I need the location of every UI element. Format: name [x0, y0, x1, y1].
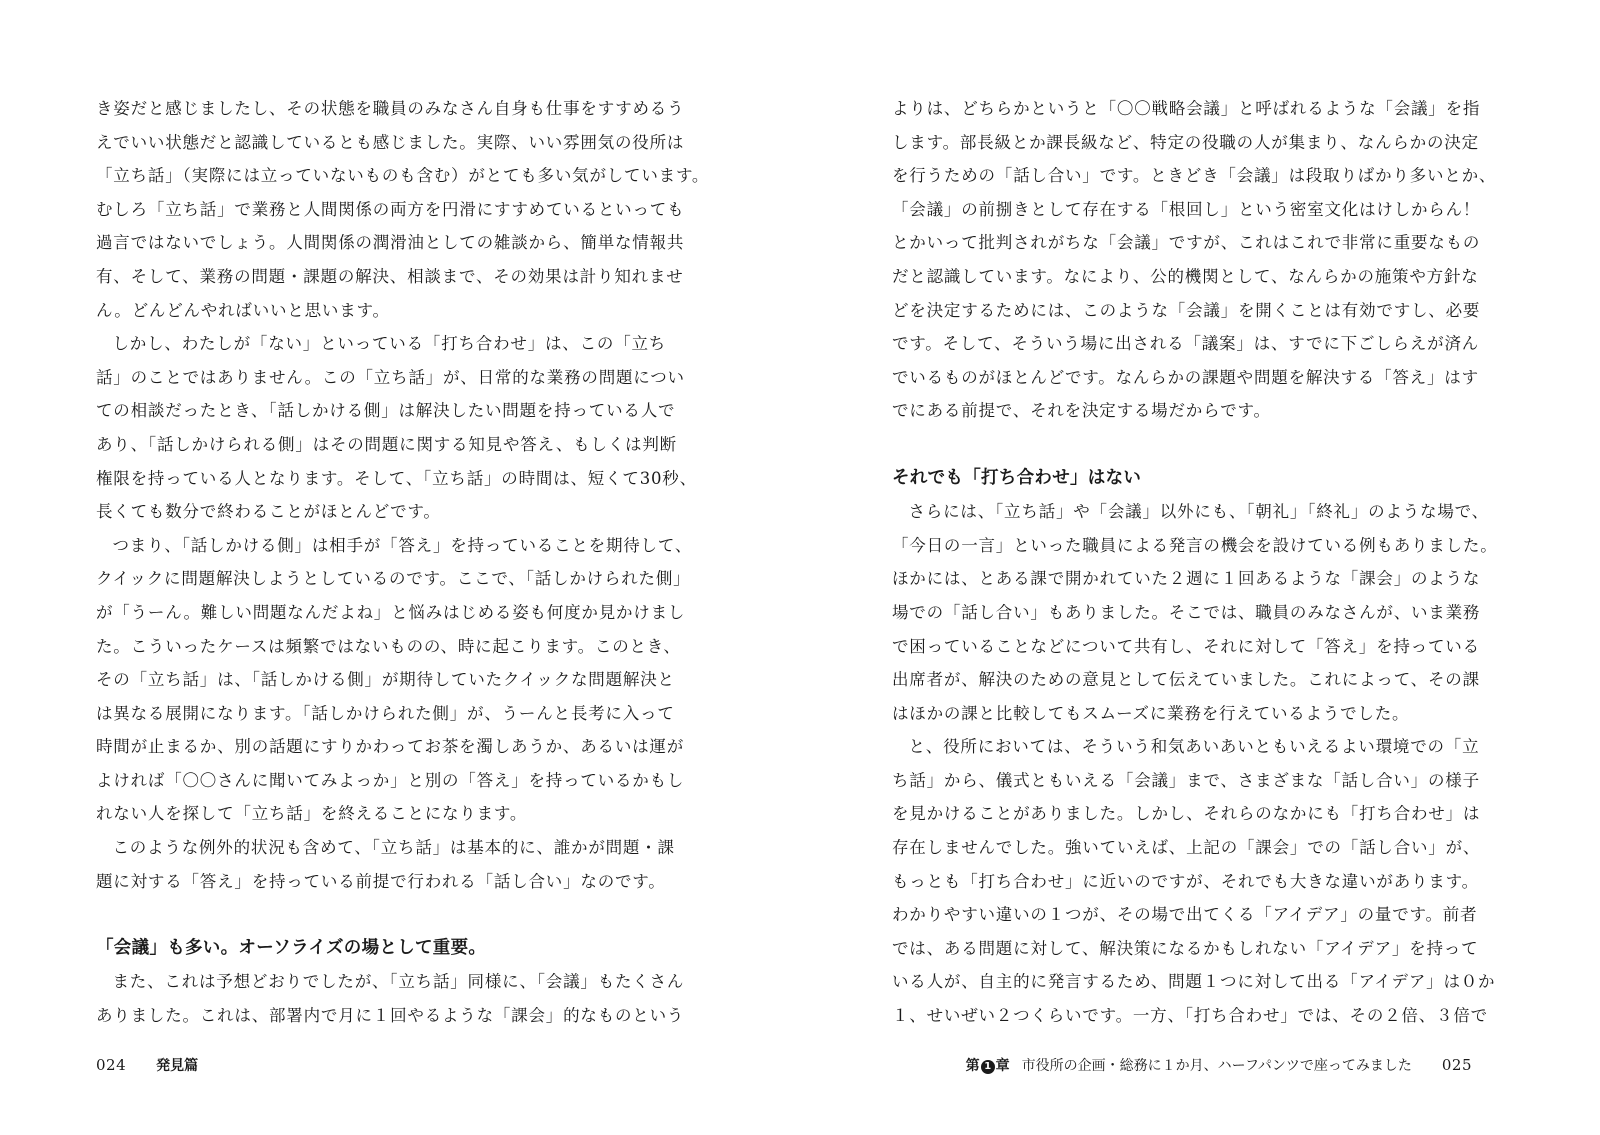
- text-line: あり、「話しかけられる側」はその問題に関する知見や答え、もしくは判断: [96, 434, 677, 454]
- text-line: よければ「〇〇さんに聞いてみよっか」と別の「答え」を持っているかもし: [96, 770, 685, 790]
- page-number: 025: [1441, 1056, 1472, 1074]
- left-paragraph-1: [96, 92, 710, 327]
- text-line: 題に対する「答え」を持っている前提で行われる「話し合い」なのです。: [96, 871, 666, 891]
- right-paragraph-1: [892, 92, 1497, 428]
- text-line: クイックに問題解決しようとしているのです。ここで、「話しかけられた側」: [96, 569, 691, 589]
- section-heading: 「会議」も多い。オーソライズの場として重要。: [96, 937, 487, 958]
- text-line: さらには、「立ち話」や「会議」以外にも、「朝礼」「終礼」のような場で、: [908, 502, 1489, 522]
- section-gap: [892, 428, 1497, 462]
- running-chapter-title: 市役所の企画・総務に１か月、ハーフパンツで座ってみました: [1021, 1058, 1412, 1074]
- left-paragraph-3: [96, 529, 696, 831]
- text-line: れない人を探して「立ち話」を終えることになります。: [96, 804, 528, 824]
- right-paragraph-2: [892, 495, 1497, 730]
- text-line: だと認識しています。なにより、公的機関として、なんらかの施策や方針な: [892, 266, 1479, 286]
- text-line: を行うための「話し合い」です。ときどき「会議」は段取りばかり多いとか、: [892, 166, 1497, 186]
- chapter-prefix: 第: [965, 1058, 980, 1074]
- text-line: 有、そして、業務の問題・課題の解決、相談まで、その効果は計り知れませ: [96, 266, 684, 286]
- text-line: はほかの課と比較してもスムーズに業務を行えているようでした。: [892, 703, 1410, 723]
- left-footer: [96, 1055, 198, 1075]
- page-number: 024: [96, 1056, 127, 1074]
- section-gap: [96, 898, 696, 932]
- text-line: ん。どんどんやればいいと思います。: [96, 300, 390, 320]
- text-line: は異なる展開になります。「話しかけられた側」が、うーんと長考に入って: [96, 703, 675, 723]
- left-body-text: [96, 92, 710, 1033]
- left-paragraph-5: [96, 965, 696, 1032]
- right-footer: [966, 1055, 1472, 1075]
- text-line: 話」のことではありません。この「立ち話」が、日常的な業務の問題につい: [96, 367, 685, 387]
- text-line: き姿だと感じましたし、その状態を職員のみなさん自身も仕事をすすめるう: [96, 99, 685, 118]
- text-line: ほかには、とある課で開かれていた２週に１回あるような「課会」のような: [892, 569, 1481, 589]
- text-line: その「立ち話」は、「話しかける側」が期待していたクイックな問題解決と: [96, 670, 675, 690]
- text-line: 「会議」の前捌きとして存在する「根回し」という密室文化はけしからん！: [892, 199, 1481, 219]
- text-line: とかいって批判されがちな「会議」ですが、これはこれで非常に重要なもの: [892, 233, 1481, 253]
- text-line: と、役所においては、そういう和気あいあいともいえるよい環境での「立: [908, 737, 1480, 757]
- text-line: わかりやすい違いの１つが、その場で出てくる「アイデア」の量です。前者: [892, 905, 1478, 925]
- text-line: ありました。これは、部署内で月に１回やるような「課会」的なものという: [96, 1006, 685, 1026]
- text-line: 過言ではないでしょう。人間関係の潤滑油としての雑談から、簡単な情報共: [96, 233, 685, 253]
- right-paragraph-3: [892, 730, 1497, 1032]
- text-line: が「うーん。難しい問題なんだよね」と悩みはじめる姿も何度か見かけまし: [96, 602, 686, 622]
- right-page: [800, 0, 1600, 1135]
- text-line: します。部長級とか課長級など、特定の役職の人が集まり、なんらかの決定: [892, 132, 1479, 152]
- text-line: １、せいぜい２つくらいです。一方、「打ち合わせ」では、その２倍、３倍で: [892, 1006, 1488, 1026]
- text-line: を見かけることがありました。しかし、それらのなかにも「打ち合わせ」は: [892, 804, 1481, 824]
- text-line: 時間が止まるか、別の話題にすりかわってお茶を濁しあうか、あるいは運が: [96, 737, 685, 757]
- text-line: 出席者が、解決のための意見として伝えていました。これによって、その課: [892, 670, 1480, 690]
- text-line: 場での「話し合い」もありました。そこでは、職員のみなさんが、いま業務: [892, 602, 1481, 622]
- text-line: いる人が、自主的に発言するため、問題１つに対して出る「アイデア」は０か: [892, 972, 1496, 992]
- left-paragraph-4: [96, 831, 696, 898]
- text-line: むしろ「立ち話」で業務と人間関係の両方を円滑にすすめているといっても: [96, 199, 685, 219]
- running-section-title: 発見篇: [156, 1058, 199, 1074]
- text-line: このような例外的状況も含めて、「立ち話」は基本的に、誰かが問題・課: [112, 838, 675, 858]
- chapter-label: [966, 1058, 1010, 1074]
- text-line: もっとも「打ち合わせ」に近いのですが、それでも大きな違いがあります。: [892, 871, 1479, 891]
- text-line: よりは、どちらかというと「〇〇戦略会議」と呼ばれるような「会議」を指: [892, 99, 1481, 118]
- text-line: 「立ち話」（実際には立っていないものも含む）がとても多い気がしています。: [96, 166, 710, 186]
- text-line: ての相談だったとき、「話しかける側」は解決したい問題を持っている人で: [96, 401, 676, 421]
- text-line: しかし、わたしが「ない」といっている「打ち合わせ」は、この「立ち: [112, 334, 667, 354]
- chapter-number-badge: 1: [981, 1060, 995, 1074]
- text-line: えでいい状態だと認識しているとも感じました。実際、いい雰囲気の役所は: [96, 132, 685, 152]
- text-line: また、これは予想どおりでしたが、「立ち話」同様に、「会議」もたくさん: [112, 972, 685, 992]
- text-line: 「今日の一言」といった職員による発言の機会を設けている例もありました。: [892, 535, 1498, 555]
- text-line: 長くても数分で終わることがほとんどです。: [96, 502, 441, 522]
- section-heading: それでも「打ち合わせ」はない: [892, 467, 1142, 488]
- chapter-suffix: 章: [995, 1058, 1010, 1074]
- text-line: 権限を持っている人となります。そして、「立ち話」の時間は、短くて30秒、: [96, 468, 697, 488]
- text-line: で困っていることなどについて共有し、それに対して「答え」を持っている: [892, 636, 1480, 656]
- text-line: では、ある問題に対して、解決策になるかもしれない「アイデア」を持って: [892, 938, 1479, 958]
- text-line: でいるものがほとんどです。なんらかの課題や問題を解決する「答え」はす: [892, 367, 1479, 387]
- text-line: です。そして、そういう場に出される「議案」は、すでに下ごしらえが済ん: [892, 334, 1480, 354]
- right-body-text: [892, 92, 1497, 1033]
- text-line: つまり、「話しかける側」は相手が「答え」を持っていることを期待して、: [112, 535, 693, 555]
- text-line: 存在しませんでした。強いていえば、上記の「課会」での「話し合い」が、: [892, 838, 1481, 858]
- text-line: た。こういったケースは頻繁ではないものの、時に起こります。このとき、: [96, 636, 681, 656]
- text-line: ち話」から、儀式ともいえる「会議」まで、さまざまな「話し合い」の様子: [892, 770, 1480, 790]
- text-line: でにある前提で、それを決定する場だからです。: [892, 401, 1271, 421]
- left-paragraph-2: [96, 327, 696, 529]
- text-line: どを決定するためには、このような「会議」を開くことは有効ですし、必要: [892, 300, 1481, 320]
